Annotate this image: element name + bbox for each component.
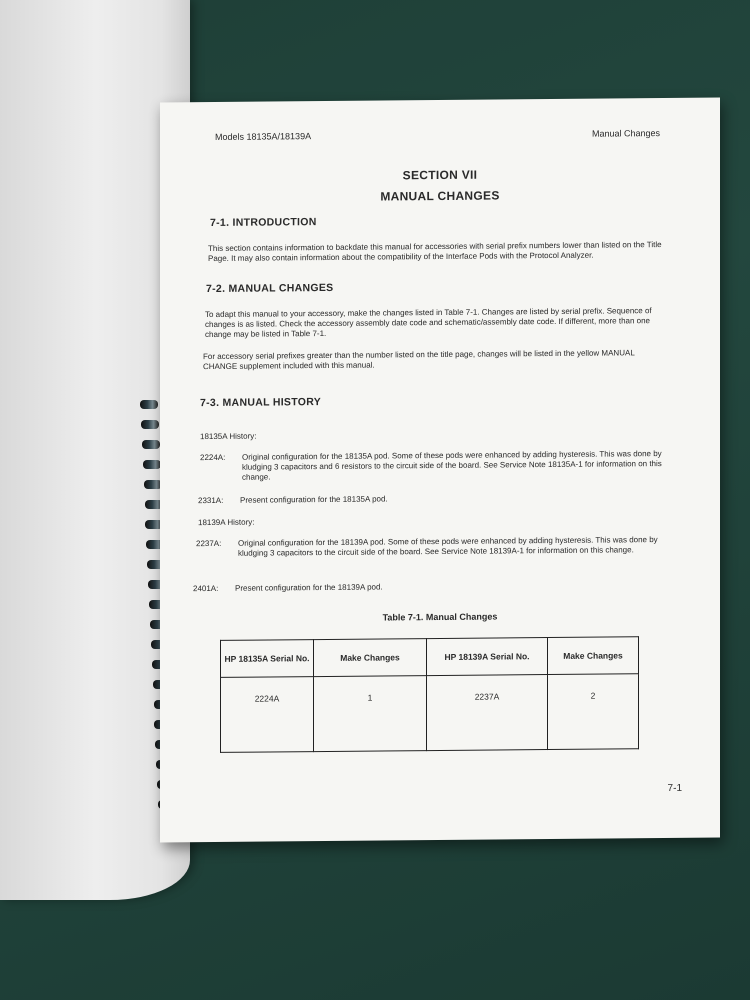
serial-code: 2331A:: [198, 495, 224, 506]
history-text: Original configuration for the 18135A pod. Some of these pods were enhanced by adding hysteresis. This was done by kludging 3 capacitors and 6 resistors to the circuit side of the board. See Service Note 18135A-1 for information on this change.: [242, 449, 662, 482]
heading-manual-changes: 7-2. MANUAL CHANGES: [206, 281, 334, 296]
heading-manual-history: 7-3. MANUAL HISTORY: [200, 396, 322, 410]
history-text: Present configuration for the 18135A pod.: [240, 494, 388, 505]
section-number: SECTION VII: [402, 167, 478, 183]
serial-code: 2237A:: [196, 538, 222, 549]
serial-code: 2224A:: [200, 452, 226, 463]
history-18135a-label: 18135A History:: [200, 431, 257, 442]
binding-coil: [140, 400, 158, 409]
manual-changes-body-2: For accessory serial prefixes greater than the number listed on the title page, changes will be listed in the yellow MANUAL CHANGE supplement included with this manual.: [203, 348, 635, 372]
table-header-row: [221, 637, 639, 678]
cell-make-changes: 2: [548, 674, 639, 750]
manual-changes-table: [220, 636, 639, 753]
section-title: MANUAL CHANGES: [380, 188, 500, 204]
table-row: [221, 674, 639, 753]
binding-coil: [144, 480, 162, 489]
heading-introduction: 7-1. INTRODUCTION: [210, 216, 317, 230]
table-caption: Table 7-1. Manual Changes: [382, 611, 498, 623]
history-text: Original configuration for the 18139A pod. Some of these pods were enhanced by adding hysteresis. This was done by kludging 3 capacitors to the circuit side of the board. See Service Note 18139A-1 for information on this change.: [238, 535, 658, 558]
col-header-make-changes: Make Changes: [314, 639, 427, 677]
history-18139a-label: 18139A History:: [198, 517, 255, 528]
col-header-18135a-serial: HP 18135A Serial No.: [221, 640, 314, 678]
spiral-binding: [140, 400, 162, 820]
col-header-make-changes: Make Changes: [548, 637, 639, 675]
binding-coil: [141, 420, 159, 429]
page-number: 7-1: [667, 782, 682, 795]
cell-18135a-serial: 2224A: [221, 677, 314, 753]
header-models: Models 18135A/18139A: [215, 131, 312, 142]
binding-coil: [143, 460, 161, 469]
cell-18139a-serial: 2237A: [427, 675, 548, 751]
introduction-body: This section contains information to backdate this manual for accessories with serial prefix numbers lower than listed on the Title Page. It may also contain information about the compatibility of the Interface Pods with the Protocol Analyzer.: [208, 240, 662, 264]
history-text: Present configuration for the 18139A pod.: [235, 582, 383, 593]
header-section-name: Manual Changes: [591, 128, 660, 139]
cell-make-changes: 1: [314, 676, 427, 752]
manual-changes-body-1: To adapt this manual to your accessory, make the changes listed in Table 7-1. Changes are listed by serial prefix. Sequence of changes is as listed. Check the accessory assembly date code and schematic/assembly date code. If different, more than one change may be listed in Table 7-1.: [205, 306, 652, 340]
col-header-18139a-serial: HP 18139A Serial No.: [427, 638, 548, 676]
binding-coil: [142, 440, 160, 449]
manual-page: [160, 98, 720, 843]
serial-code: 2401A:: [193, 583, 219, 594]
